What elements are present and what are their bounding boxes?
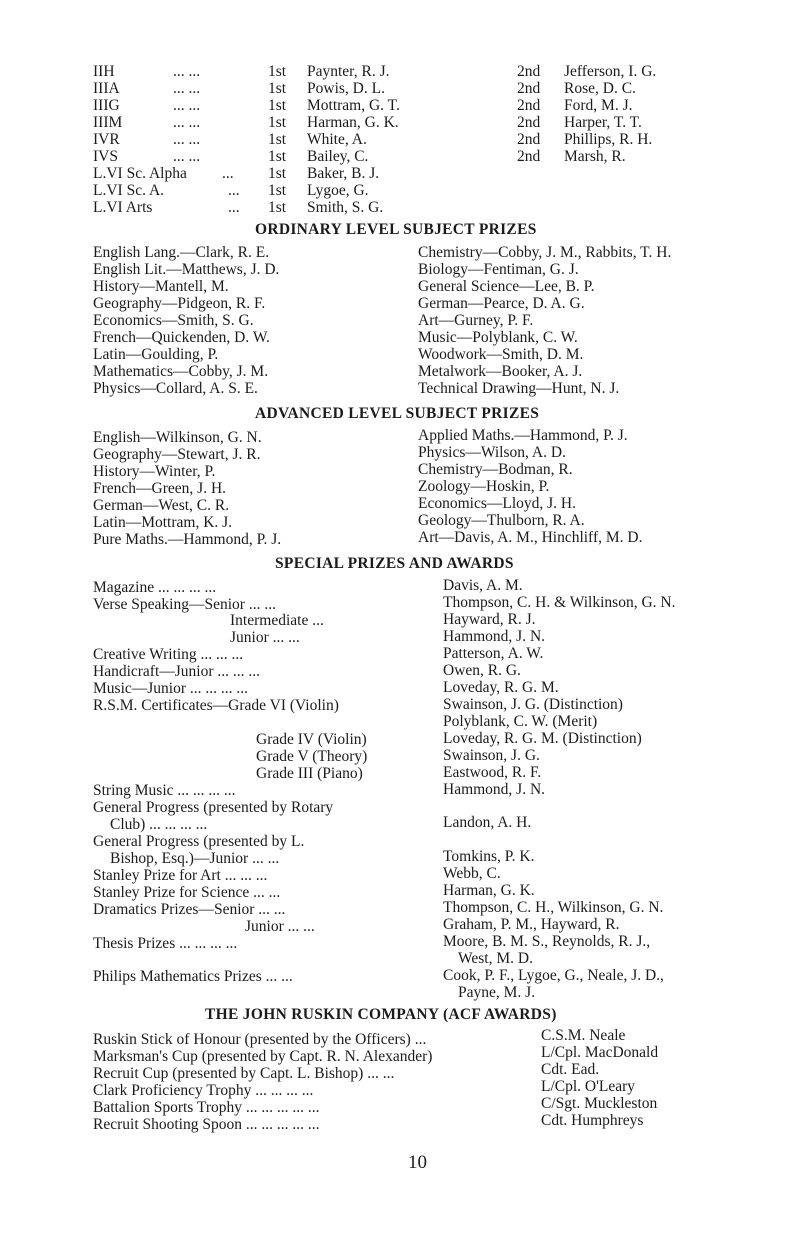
prize-entry: Pure Maths.—Hammond, P. J.	[93, 531, 282, 548]
form-label: L.VI Arts	[93, 199, 153, 216]
form-label: IIIA	[93, 80, 120, 97]
award-winner: Cdt. Ead.	[541, 1061, 600, 1078]
prize-entry: Geography—Stewart, J. R.	[93, 446, 261, 463]
award-winner: L/Cpl. MacDonald	[541, 1044, 659, 1061]
form-label: L.VI Sc. Alpha	[93, 165, 187, 182]
award-label: Creative Writing ... ... ...	[93, 646, 244, 663]
first-place-name: Smith, S. G.	[307, 199, 384, 216]
form-label: IIIM	[93, 114, 123, 131]
first-place-name: Bailey, C.	[307, 148, 369, 165]
award-winner: Loveday, R. G. M.	[443, 679, 559, 696]
prize-entry: Geology—Thulborn, R. A.	[418, 512, 585, 529]
award-winner: Payne, M. J.	[458, 984, 536, 1001]
award-winner: Cook, P. F., Lygoe, G., Neale, J. D.,	[443, 967, 664, 984]
award-winner: West, M. D.	[458, 950, 533, 967]
award-label: General Progress (presented by L.	[93, 833, 305, 850]
award-label: General Progress (presented by Rotary	[93, 799, 334, 816]
leader-dots: ...	[228, 182, 240, 199]
prize-entry: Economics—Smith, S. G.	[93, 312, 254, 329]
prize-entry: Latin—Goulding, P.	[93, 346, 219, 363]
award-winner: Graham, P. M., Hayward, R.	[443, 916, 620, 933]
prize-entry: Biology—Fentiman, G. J.	[418, 261, 579, 278]
award-label: Verse Speaking—Senior ... ...	[93, 596, 276, 613]
leader-dots: ...	[228, 199, 240, 216]
award-winner: L/Cpl. O'Leary	[541, 1078, 636, 1095]
award-label: Marksman's Cup (presented by Capt. R. N. Alexander)	[93, 1048, 433, 1065]
ordinary-level-heading: ORDINARY LEVEL SUBJECT PRIZES	[255, 221, 537, 238]
award-winner: Eastwood, R. F.	[443, 764, 542, 781]
first-place-label: 1st	[268, 114, 287, 131]
first-place-label: 1st	[268, 80, 287, 97]
award-label: R.S.M. Certificates—Grade VI (Violin)	[93, 697, 339, 714]
award-label: Junior ... ...	[245, 918, 315, 935]
award-winner: Cdt. Humphreys	[541, 1112, 644, 1129]
leader-dots: ... ...	[173, 114, 201, 131]
prize-entry: Metalwork—Booker, A. J.	[418, 363, 583, 380]
award-label: Recruit Cup (presented by Capt. L. Bishop) ... ...	[93, 1065, 395, 1082]
second-place-name: Ford, M. J.	[564, 97, 633, 114]
award-label: Battalion Sports Trophy ... ... ... ... ...	[93, 1099, 320, 1116]
prize-entry: General Science—Lee, B. P.	[418, 278, 595, 295]
prize-entry: Zoology—Hoskin, P.	[418, 478, 550, 495]
page-number: 10	[408, 1152, 427, 1173]
leader-dots: ... ...	[173, 131, 201, 148]
second-place-name: Jefferson, I. G.	[564, 63, 657, 80]
award-winner: Swainson, J. G.	[443, 747, 540, 764]
second-place-label: 2nd	[517, 97, 541, 114]
leader-dots: ...	[222, 165, 234, 182]
award-label: Dramatics Prizes—Senior ... ...	[93, 901, 286, 918]
prize-entry: Mathematics—Cobby, J. M.	[93, 363, 269, 380]
award-winner: Webb, C.	[443, 865, 501, 882]
prize-entry: German—West, C. R.	[93, 497, 230, 514]
second-place-label: 2nd	[517, 114, 541, 131]
award-winner: Hayward, R. J.	[443, 611, 536, 628]
second-place-name: Marsh, R.	[564, 148, 626, 165]
first-place-label: 1st	[268, 199, 287, 216]
award-winner: Swainson, J. G. (Distinction)	[443, 696, 623, 713]
second-place-label: 2nd	[517, 148, 541, 165]
award-winner: Patterson, A. W.	[443, 645, 544, 662]
first-place-name: Paynter, R. J.	[307, 63, 390, 80]
award-winner: Polyblank, C. W. (Merit)	[443, 713, 598, 730]
award-label: Handicraft—Junior ... ... ...	[93, 663, 261, 680]
prize-entry: Music—Polyblank, C. W.	[418, 329, 578, 346]
award-winner: Loveday, R. G. M. (Distinction)	[443, 730, 642, 747]
prize-entry: Physics—Wilson, A. D.	[418, 444, 566, 461]
prize-entry: Latin—Mottram, K. J.	[93, 514, 233, 531]
award-label: Stanley Prize for Art ... ... ...	[93, 867, 268, 884]
award-label: Intermediate ...	[230, 612, 324, 629]
award-winner: Landon, A. H.	[443, 814, 532, 831]
award-winner: C/Sgt. Muckleston	[541, 1095, 658, 1112]
award-label: Thesis Prizes ... ... ... ...	[93, 935, 238, 952]
award-winner: Thompson, C. H., Wilkinson, G. N.	[443, 899, 664, 916]
second-place-label: 2nd	[517, 80, 541, 97]
award-winner: Tomkins, P. K.	[443, 848, 535, 865]
prize-entry: English—Wilkinson, G. N.	[93, 429, 262, 446]
award-winner: Moore, B. M. S., Reynolds, R. J.,	[443, 933, 651, 950]
award-winner: Hammond, J. N.	[443, 781, 546, 798]
award-label: Magazine ... ... ... ...	[93, 579, 217, 596]
first-place-name: Harman, G. K.	[307, 114, 399, 131]
award-label: Recruit Shooting Spoon ... ... ... ... ...	[93, 1116, 320, 1133]
award-label: Ruskin Stick of Honour (presented by the Officers) ...	[93, 1031, 427, 1048]
first-place-name: Baker, B. J.	[307, 165, 380, 182]
first-place-label: 1st	[268, 165, 287, 182]
prize-entry: English Lang.—Clark, R. E.	[93, 244, 270, 261]
second-place-name: Phillips, R. H.	[564, 131, 653, 148]
award-label: String Music ... ... ... ...	[93, 782, 236, 799]
prize-entry: Chemistry—Bodman, R.	[418, 461, 573, 478]
prize-entry: French—Quickenden, D. W.	[93, 329, 270, 346]
form-label: IVS	[93, 148, 118, 165]
award-winner: Davis, A. M.	[443, 577, 523, 594]
award-label: Clark Proficiency Trophy ... ... ... ...	[93, 1082, 314, 1099]
second-place-label: 2nd	[517, 63, 541, 80]
form-label: IIIG	[93, 97, 120, 114]
first-place-label: 1st	[268, 97, 287, 114]
prize-entry: Economics—Lloyd, J. H.	[418, 495, 576, 512]
form-label: IVR	[93, 131, 120, 148]
first-place-label: 1st	[268, 148, 287, 165]
prize-entry: German—Pearce, D. A. G.	[418, 295, 585, 312]
first-place-label: 1st	[268, 63, 287, 80]
award-label: Grade III (Piano)	[256, 765, 363, 782]
award-label: Stanley Prize for Science ... ...	[93, 884, 281, 901]
award-label: Club) ... ... ... ...	[110, 816, 208, 833]
prize-entry: Applied Maths.—Hammond, P. J.	[418, 427, 628, 444]
prize-entry: English Lit.—Matthews, J. D.	[93, 261, 280, 278]
second-place-name: Harper, T. T.	[564, 114, 642, 131]
ruskin-company-heading: THE JOHN RUSKIN COMPANY (ACF AWARDS)	[205, 1006, 557, 1023]
prize-entry: Geography—Pidgeon, R. F.	[93, 295, 266, 312]
leader-dots: ... ...	[173, 97, 201, 114]
form-label: IIH	[93, 63, 115, 80]
leader-dots: ... ...	[173, 80, 201, 97]
first-place-label: 1st	[268, 131, 287, 148]
leader-dots: ... ...	[173, 148, 201, 165]
first-place-name: Lygoe, G.	[307, 182, 369, 199]
award-label: Junior ... ...	[230, 629, 300, 646]
second-place-label: 2nd	[517, 131, 541, 148]
award-winner: Owen, R. G.	[443, 662, 521, 679]
prize-entry: French—Green, J. H.	[93, 480, 227, 497]
award-winner: Hammond, J. N.	[443, 628, 546, 645]
first-place-name: Powis, D. L.	[307, 80, 385, 97]
award-label: Bishop, Esq.)—Junior ... ...	[110, 850, 280, 867]
award-label: Philips Mathematics Prizes ... ...	[93, 968, 293, 985]
first-place-label: 1st	[268, 182, 287, 199]
first-place-name: Mottram, G. T.	[307, 97, 400, 114]
prize-entry: History—Winter, P.	[93, 463, 216, 480]
award-winner: Thompson, C. H. & Wilkinson, G. N.	[443, 594, 676, 611]
special-prizes-heading: SPECIAL PRIZES AND AWARDS	[275, 555, 514, 572]
advanced-level-heading: ADVANCED LEVEL SUBJECT PRIZES	[255, 405, 540, 422]
prize-entry: Art—Davis, A. M., Hinchliff, M. D.	[418, 529, 643, 546]
prize-entry: Technical Drawing—Hunt, N. J.	[418, 380, 620, 397]
second-place-name: Rose, D. C.	[564, 80, 636, 97]
first-place-name: White, A.	[307, 131, 367, 148]
prize-entry: Art—Gurney, P. F.	[418, 312, 534, 329]
leader-dots: ... ...	[173, 63, 201, 80]
prize-entry: Physics—Collard, A. S. E.	[93, 380, 258, 397]
award-winner: Harman, G. K.	[443, 882, 535, 899]
form-label: L.VI Sc. A.	[93, 182, 165, 199]
award-label: Grade V (Theory)	[256, 748, 368, 765]
award-label: Grade IV (Violin)	[256, 731, 367, 748]
prize-entry: History—Mantell, M.	[93, 278, 229, 295]
award-winner: C.S.M. Neale	[541, 1027, 626, 1044]
award-label: Music—Junior ... ... ... ...	[93, 680, 248, 697]
prize-entry: Woodwork—Smith, D. M.	[418, 346, 584, 363]
prize-entry: Chemistry—Cobby, J. M., Rabbits, T. H.	[418, 244, 672, 261]
